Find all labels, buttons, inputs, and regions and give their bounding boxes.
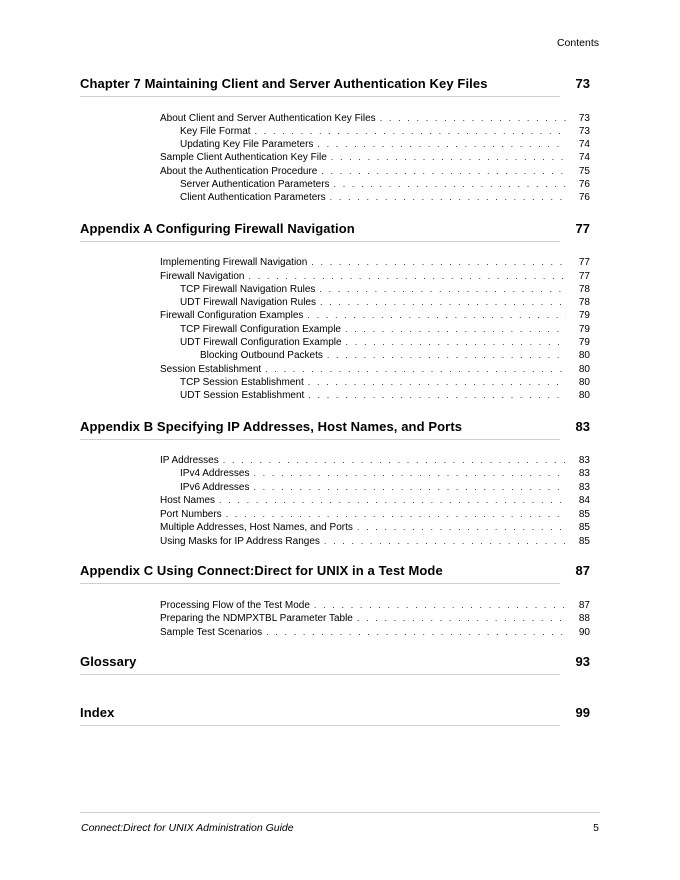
chapter-rule xyxy=(80,725,560,726)
toc-entry-page: 74 xyxy=(578,139,590,150)
toc-entry[interactable] xyxy=(180,178,590,191)
chapter-page-number: 83 xyxy=(575,419,590,434)
dot-leader xyxy=(314,599,566,612)
toc-entry[interactable] xyxy=(160,626,590,639)
dot-leader xyxy=(248,270,566,283)
toc-entry[interactable] xyxy=(160,309,590,322)
dot-leader xyxy=(308,389,566,402)
toc-entry-label: Firewall Configuration Examples xyxy=(160,310,304,321)
chapter-title: Chapter 7 Maintaining Client and Server Authentication Key Files xyxy=(80,76,488,91)
toc-entry[interactable] xyxy=(180,191,590,204)
toc-entry-label: TCP Session Establishment xyxy=(180,377,304,388)
toc-entry-label: Sample Client Authentication Key File xyxy=(160,152,327,163)
toc-entry[interactable] xyxy=(180,138,590,151)
toc-entry[interactable] xyxy=(180,296,590,309)
chapter-title: Appendix C Using Connect:Direct for UNIX in a Test Mode xyxy=(80,563,443,578)
toc-entry[interactable] xyxy=(160,454,590,467)
toc-entry[interactable] xyxy=(180,376,590,389)
dot-leader xyxy=(331,151,566,164)
toc-entry-label: About the Authentication Procedure xyxy=(160,166,318,177)
dot-leader xyxy=(226,508,566,521)
toc-entry-label: TCP Firewall Navigation Rules xyxy=(180,284,316,295)
chapter-rule xyxy=(80,674,560,675)
toc-entry-page: 80 xyxy=(578,364,590,375)
toc-entry[interactable] xyxy=(160,151,590,164)
toc-entry-label: Key File Format xyxy=(180,126,251,137)
dot-leader xyxy=(327,349,566,362)
toc-entry-label: TCP Firewall Configuration Example xyxy=(180,324,341,335)
dot-leader xyxy=(308,376,566,389)
toc-entry[interactable] xyxy=(160,112,590,125)
chapter-title: Glossary xyxy=(80,654,137,669)
toc-entry-label: Session Establishment xyxy=(160,364,262,375)
chapter-rule xyxy=(80,439,560,440)
dot-leader xyxy=(219,494,566,507)
toc-entry[interactable] xyxy=(180,125,590,138)
toc-entry-label: Client Authentication Parameters xyxy=(180,192,326,203)
toc-entry-page: 80 xyxy=(578,377,590,388)
toc-entry-label: Updating Key File Parameters xyxy=(180,139,314,150)
toc-entry[interactable] xyxy=(200,349,590,362)
toc-entry-page: 80 xyxy=(578,390,590,401)
toc-entry-label: UDT Firewall Navigation Rules xyxy=(180,297,316,308)
toc-entry-label: IPv6 Addresses xyxy=(180,482,250,493)
toc-entry-page: 73 xyxy=(578,126,590,137)
dot-leader xyxy=(317,138,566,151)
toc-entry[interactable] xyxy=(160,256,590,269)
toc-entry-label: Using Masks for IP Address Ranges xyxy=(160,536,320,547)
toc-entry-page: 85 xyxy=(578,522,590,533)
toc-entry-page: 83 xyxy=(578,482,590,493)
toc-entry-label: IPv4 Addresses xyxy=(180,468,250,479)
chapter-title: Index xyxy=(80,705,115,720)
toc-entry-label: UDT Firewall Configuration Example xyxy=(180,337,342,348)
dot-leader xyxy=(253,467,566,480)
toc-entry-page: 88 xyxy=(578,613,590,624)
chapter-title: Appendix A Configuring Firewall Navigation xyxy=(80,221,355,236)
toc-entry-label: Preparing the NDMPXTBL Parameter Table xyxy=(160,613,353,624)
toc-entry-label: Server Authentication Parameters xyxy=(180,179,330,190)
toc-entry-page: 80 xyxy=(578,350,590,361)
chapter-rule xyxy=(80,583,560,584)
dot-leader xyxy=(255,125,566,138)
toc-entry[interactable] xyxy=(180,323,590,336)
chapter-page-number: 73 xyxy=(575,76,590,91)
dot-leader xyxy=(357,612,566,625)
dot-leader xyxy=(223,454,566,467)
toc-entry-label: Firewall Navigation xyxy=(160,271,245,282)
dot-leader xyxy=(346,336,566,349)
toc-entry[interactable] xyxy=(160,494,590,507)
footer-rule xyxy=(80,812,600,813)
toc-entry-page: 79 xyxy=(578,324,590,335)
toc-entry-page: 76 xyxy=(578,192,590,203)
chapter-heading xyxy=(80,654,590,674)
toc-entry-page: 87 xyxy=(578,600,590,611)
toc-entry[interactable] xyxy=(160,535,590,548)
chapter-page-number: 99 xyxy=(575,705,590,720)
toc-entry[interactable] xyxy=(180,336,590,349)
dot-leader xyxy=(380,112,566,125)
chapter-title: Appendix B Specifying IP Addresses, Host Names, and Ports xyxy=(80,419,463,434)
toc-entry-page: 84 xyxy=(578,495,590,506)
chapter-page-number: 77 xyxy=(575,221,590,236)
toc-entry-page: 73 xyxy=(578,113,590,124)
toc-entry[interactable] xyxy=(160,165,590,178)
toc-entry-label: Blocking Outbound Packets xyxy=(200,350,323,361)
toc-entry-label: Host Names xyxy=(160,495,216,506)
dot-leader xyxy=(265,363,566,376)
toc-entry[interactable] xyxy=(180,283,590,296)
toc-entry[interactable] xyxy=(160,612,590,625)
toc-entry[interactable] xyxy=(180,389,590,402)
chapter-page-number: 87 xyxy=(575,563,590,578)
toc-entry-page: 83 xyxy=(578,455,590,466)
dot-leader xyxy=(334,178,566,191)
footer-page-number: 5 xyxy=(593,822,599,834)
dot-leader xyxy=(307,309,566,322)
toc-entry-page: 77 xyxy=(578,271,590,282)
toc-entry[interactable] xyxy=(160,599,590,612)
footer-title: Connect:Direct for UNIX Administration Guide xyxy=(81,822,294,834)
toc-entry-page: 77 xyxy=(578,257,590,268)
dot-leader xyxy=(324,535,566,548)
dot-leader xyxy=(266,626,566,639)
toc-entry[interactable] xyxy=(160,508,590,521)
dot-leader xyxy=(321,165,566,178)
dot-leader xyxy=(253,481,566,494)
dot-leader xyxy=(311,256,566,269)
chapter-rule xyxy=(80,241,560,242)
toc-entry-label: Sample Test Scenarios xyxy=(160,627,263,638)
dot-leader xyxy=(357,521,566,534)
toc-entry-label: IP Addresses xyxy=(160,455,219,466)
toc-entry-label: Multiple Addresses, Host Names, and Ports xyxy=(160,522,353,533)
toc-entry-page: 78 xyxy=(578,297,590,308)
toc-entry-page: 74 xyxy=(578,152,590,163)
toc-entry[interactable] xyxy=(180,467,590,480)
toc-entry[interactable] xyxy=(160,270,590,283)
toc-entry-page: 79 xyxy=(578,310,590,321)
toc-entry-page: 85 xyxy=(578,509,590,520)
chapter-rule xyxy=(80,96,560,97)
toc-entry-page: 83 xyxy=(578,468,590,479)
chapter-heading xyxy=(80,563,590,583)
toc-entry[interactable] xyxy=(180,481,590,494)
toc-entry[interactable] xyxy=(160,521,590,534)
running-head: Contents xyxy=(556,37,599,49)
chapter-heading xyxy=(80,221,590,241)
dot-leader xyxy=(319,283,566,296)
chapter-heading xyxy=(80,76,590,96)
toc-entry-label: Implementing Firewall Navigation xyxy=(160,257,308,268)
toc-entry-label: Processing Flow of the Test Mode xyxy=(160,600,310,611)
dot-leader xyxy=(320,296,566,309)
chapter-heading xyxy=(80,419,590,439)
chapter-page-number: 93 xyxy=(575,654,590,669)
toc-entry[interactable] xyxy=(160,363,590,376)
toc-entry-page: 75 xyxy=(578,166,590,177)
dot-leader xyxy=(345,323,566,336)
toc-entry-page: 79 xyxy=(578,337,590,348)
toc-entry-label: About Client and Server Authentication Key Files xyxy=(160,113,376,124)
toc-entry-page: 76 xyxy=(578,179,590,190)
toc-entry-page: 78 xyxy=(578,284,590,295)
dot-leader xyxy=(330,191,566,204)
toc-entry-label: Port Numbers xyxy=(160,509,222,520)
chapter-heading xyxy=(80,705,590,725)
toc-entry-page: 90 xyxy=(578,627,590,638)
toc-entry-page: 85 xyxy=(578,536,590,547)
toc-entry-label: UDT Session Establishment xyxy=(180,390,305,401)
